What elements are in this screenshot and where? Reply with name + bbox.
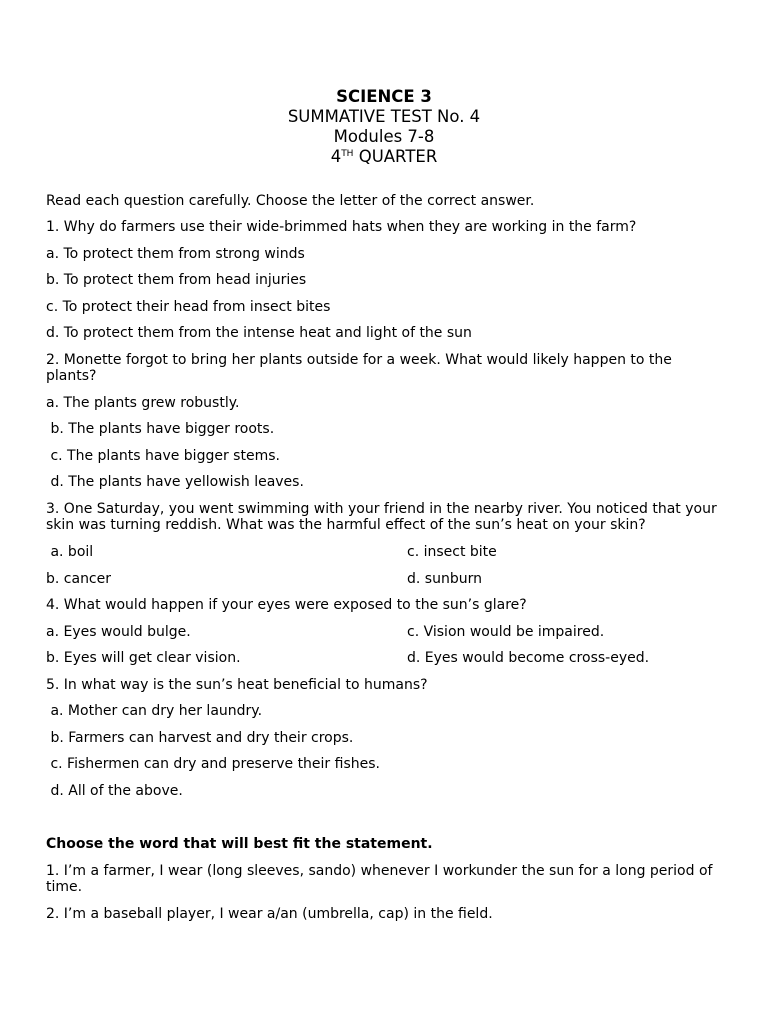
q5-option-c: c. Fishermen can dry and preserve their fishes. xyxy=(46,756,380,772)
q5-option-b: b. Farmers can harvest and dry their crops. xyxy=(46,730,354,746)
q3-option-c: c. insect bite xyxy=(407,544,497,560)
statement-2: 2. I’m a baseball player, I wear a/an (umbrella, cap) in the field. xyxy=(46,906,493,922)
document-header xyxy=(0,87,768,170)
q4-option-a: a. Eyes would bulge. xyxy=(46,624,191,640)
q1-option-a: a. To protect them from strong winds xyxy=(46,246,305,262)
question-2: 2. Monette forgot to bring her plants outside for a week. What would likely happen to the plants? xyxy=(46,352,672,384)
q3-option-b: b. cancer xyxy=(46,571,112,587)
question-1: 1. Why do farmers use their wide-brimmed hats when they are working in the farm? xyxy=(46,219,637,235)
quarter-word: QUARTER xyxy=(358,147,438,166)
q2-option-b: b. The plants have bigger roots. xyxy=(46,421,275,437)
q3-option-a: a. boil xyxy=(46,544,94,560)
question-5: 5. In what way is the sun’s heat beneficial to humans? xyxy=(46,677,428,693)
modules-label: Modules 7-8 xyxy=(333,127,435,146)
instruction-text: Read each question carefully. Choose the letter of the correct answer. xyxy=(46,193,535,209)
q5-option-a: a. Mother can dry her laundry. xyxy=(46,703,263,719)
question-3: 3. One Saturday, you went swimming with your friend in the nearby river. You noticed that your skin was turning reddish. What was the harmful effect of the sun’s heat on your skin? xyxy=(46,501,717,533)
q1-option-b: b. To protect them from head injuries xyxy=(46,272,307,288)
q2-option-a: a. The plants grew robustly. xyxy=(46,395,240,411)
q5-option-d: d. All of the above. xyxy=(46,783,183,799)
q4-option-b: b. Eyes will get clear vision. xyxy=(46,650,241,666)
test-title: SUMMATIVE TEST No. 4 xyxy=(287,107,481,126)
quarter-superscript: TH xyxy=(341,149,354,159)
q1-option-d: d. To protect them from the intense heat and light of the sun xyxy=(46,325,472,341)
q1-option-c: c. To protect their head from insect bites xyxy=(46,299,331,315)
q4-option-c: c. Vision would be impaired. xyxy=(407,624,605,640)
question-4: 4. What would happen if your eyes were exposed to the sun’s glare? xyxy=(46,597,527,613)
quarter-label xyxy=(0,147,768,170)
statement-1: 1. I’m a farmer, I wear (long sleeves, sando) whenever I workunder the sun for a long period of time. xyxy=(46,863,713,895)
q3-option-d: d. sunburn xyxy=(407,571,482,587)
q2-option-c: c. The plants have bigger stems. xyxy=(46,448,280,464)
quarter-number: 4 xyxy=(330,147,342,166)
subject-title: SCIENCE 3 xyxy=(336,87,432,106)
q4-option-d: d. Eyes would become cross-eyed. xyxy=(407,650,650,666)
part2-instruction: Choose the word that will best fit the statement. xyxy=(46,836,433,852)
q2-option-d: d. The plants have yellowish leaves. xyxy=(46,474,304,490)
